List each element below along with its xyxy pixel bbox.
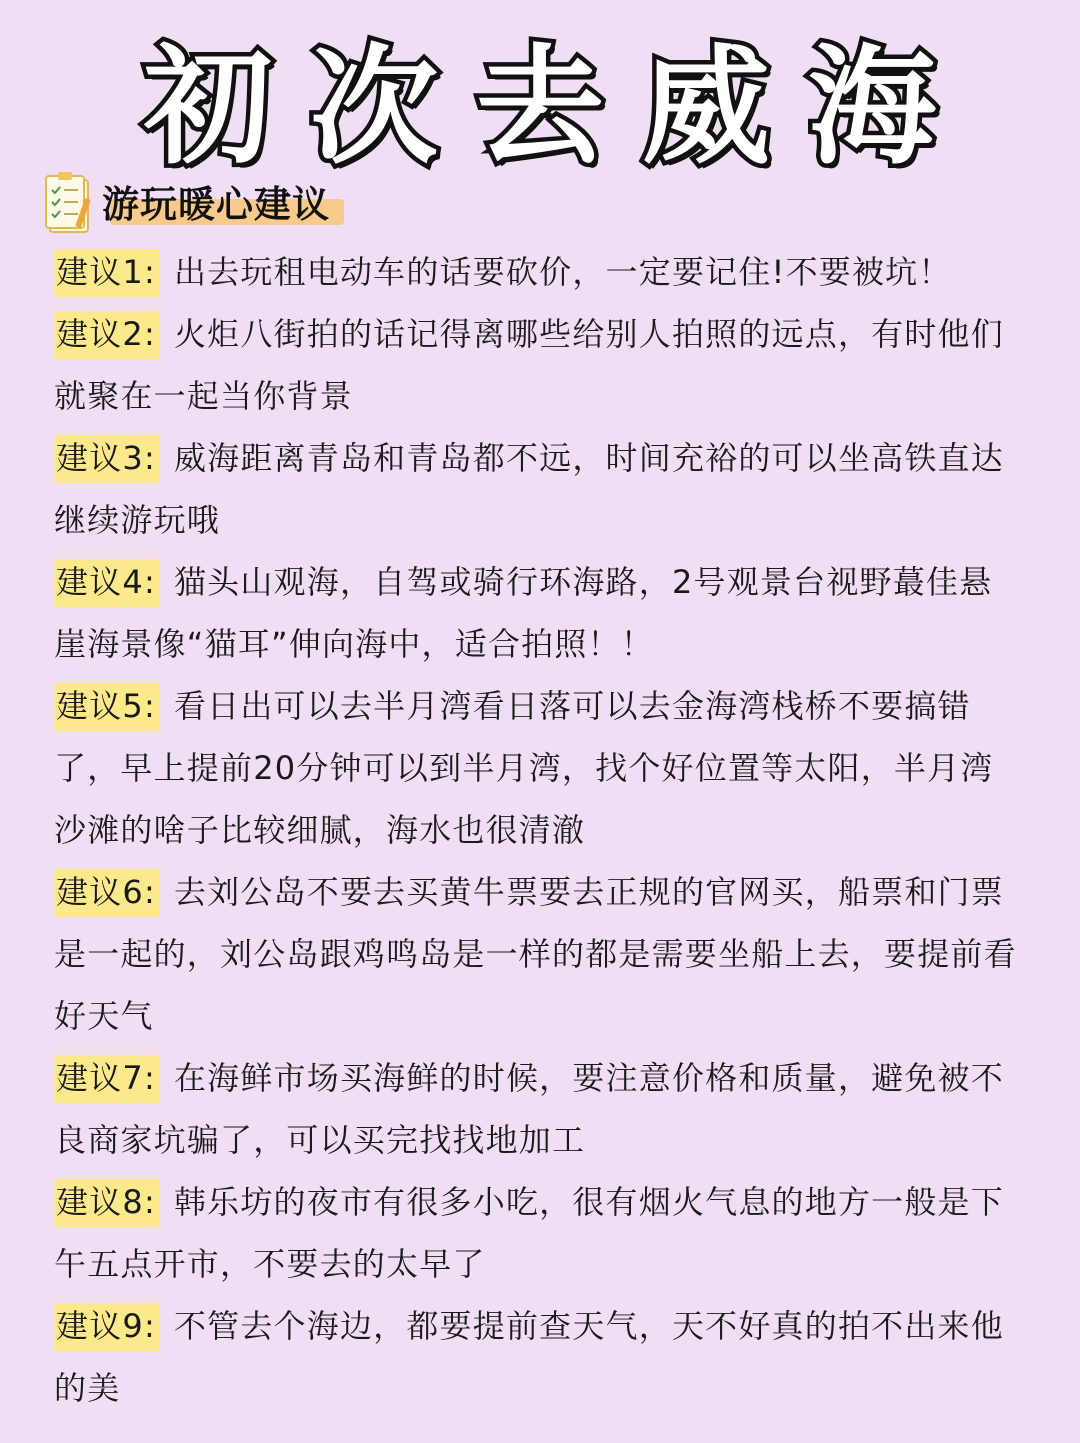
tip-text: 猫头山观海，自驾或骑行环海路，2号观景台视野蕞佳悬崖海景像“猫耳”伸向海中，适合拍照！！	[54, 563, 993, 663]
tip-label: 建议9:	[54, 1303, 160, 1351]
tip-label: 建议1:	[54, 249, 160, 297]
subtitle-row	[44, 170, 330, 240]
tip-item	[54, 1047, 1024, 1171]
tip-item	[54, 551, 1024, 675]
tip-text: 威海距离青岛和青岛都不远，时间充裕的可以坐高铁直达继续游玩哦	[54, 439, 1004, 539]
tip-text: 不管去个海边，都要提前查天气，天不好真的拍不出来他的美	[54, 1307, 1004, 1407]
tips-list	[54, 241, 1024, 1419]
notepad-checklist-icon	[44, 172, 96, 238]
tip-text: 出去玩租电动车的话要砍价，一定要记住!不要被坑！	[173, 253, 952, 291]
tip-text: 韩乐坊的夜市有很多小吃，很有烟火气息的地方一般是下午五点开市，不要去的太早了	[54, 1183, 1004, 1283]
tip-item	[54, 303, 1024, 427]
tip-label: 建议6:	[54, 869, 160, 917]
tip-label: 建议8:	[54, 1179, 160, 1227]
page-title: 初次去威海	[143, 33, 974, 182]
tip-item	[54, 427, 1024, 551]
tip-label: 建议2:	[54, 311, 160, 359]
tip-text: 去刘公岛不要去买黄牛票要去正规的官网买，船票和门票是一起的，刘公岛跟鸡鸣岛是一样的都是需要坐船上去，要提前看好天气	[54, 873, 1017, 1035]
tip-label: 建议7:	[54, 1055, 160, 1103]
tip-text: 火炬八街拍的话记得离哪些给别人拍照的远点，有时他们就聚在一起当你背景	[54, 315, 1004, 415]
tip-item	[54, 675, 1024, 861]
tip-label: 建议5:	[54, 683, 160, 731]
tip-text: 看日出可以去半月湾看日落可以去金海湾栈桥不要搞错了，早上提前20分钟可以到半月湾，找个好位置等太阳，半月湾沙滩的啥子比较细腻，海水也很清澈	[54, 687, 994, 849]
tip-label: 建议3:	[54, 435, 160, 483]
subtitle: 游玩暖心建议	[102, 183, 330, 226]
tip-text: 在海鲜市场买海鲜的时候，要注意价格和质量，避免被不良商家坑骗了，可以买完找找地加工	[54, 1059, 1004, 1159]
tip-item	[54, 241, 1024, 303]
subtitle-block	[102, 179, 330, 231]
tip-item	[54, 861, 1024, 1047]
tip-item	[54, 1171, 1024, 1295]
tip-label: 建议4:	[54, 559, 160, 607]
tip-item	[54, 1295, 1024, 1419]
